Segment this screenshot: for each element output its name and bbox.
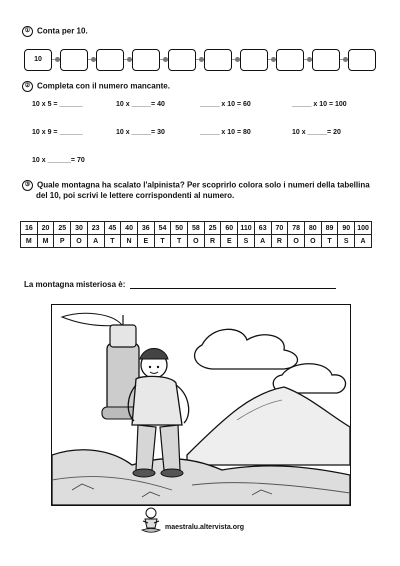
exercise-item[interactable]: 10 x ______= 70	[32, 157, 85, 164]
letter-cell: P	[54, 235, 71, 248]
chain-box-5[interactable]	[168, 49, 196, 71]
number-cell[interactable]: 45	[104, 222, 121, 235]
number-cell[interactable]: 25	[54, 222, 71, 235]
q2-title: Completa con il numero mancante.	[37, 81, 170, 91]
number-cell[interactable]: 70	[271, 222, 288, 235]
exercise-item[interactable]: 10 x 5 = ______	[32, 101, 83, 108]
letter-cell: N	[121, 235, 138, 248]
chain-box-9[interactable]	[312, 49, 340, 71]
letter-cell: O	[71, 235, 88, 248]
chain-box-6[interactable]	[204, 49, 232, 71]
chain-box-1: 10	[24, 49, 52, 71]
chain-box-2[interactable]	[60, 49, 88, 71]
chain-box-8[interactable]	[276, 49, 304, 71]
number-cell[interactable]: 23	[87, 222, 104, 235]
mountaineer-drawing	[52, 305, 350, 505]
q2-heading	[22, 81, 170, 92]
q1-number-badge: ①	[22, 26, 33, 37]
hiker-body-icon	[132, 376, 182, 425]
number-cell[interactable]: 20	[37, 222, 54, 235]
q1-heading	[22, 26, 88, 37]
letter-cell: S	[338, 235, 355, 248]
q3-title-line1: Quale montagna ha scalato l'alpinista? Per scoprirlo colora solo i numeri della tabellina	[37, 180, 370, 190]
number-cell[interactable]: 30	[71, 222, 88, 235]
exercise-item[interactable]: _____ x 10 = 60	[200, 101, 251, 108]
chain-box-7[interactable]	[240, 49, 268, 71]
exercise-item[interactable]: 10 x 9 = ______	[32, 129, 83, 136]
letter-cell: T	[171, 235, 188, 248]
letter-cell: A	[254, 235, 271, 248]
exercise-item[interactable]: 10 x _____= 40	[116, 101, 165, 108]
number-cell[interactable]: 78	[288, 222, 305, 235]
letter-cell: E	[221, 235, 238, 248]
letter-cell: M	[37, 235, 54, 248]
mascot-logo-icon	[140, 506, 162, 534]
letter-cell: O	[304, 235, 321, 248]
numbers-row	[21, 222, 372, 235]
cloud-icon	[195, 329, 298, 369]
number-cell[interactable]: 40	[121, 222, 138, 235]
counting-chain	[24, 49, 376, 71]
number-cell[interactable]: 54	[154, 222, 171, 235]
answer-label: La montagna misteriosa è:	[24, 280, 126, 289]
letter-cell: T	[321, 235, 338, 248]
number-cell[interactable]: 80	[304, 222, 321, 235]
number-cell[interactable]: 60	[221, 222, 238, 235]
number-cell[interactable]: 16	[21, 222, 38, 235]
chain-box-3[interactable]	[96, 49, 124, 71]
number-cell[interactable]: 90	[338, 222, 355, 235]
number-cell[interactable]: 50	[171, 222, 188, 235]
letter-cell: R	[271, 235, 288, 248]
cloud-icon	[62, 313, 122, 325]
number-cell[interactable]: 58	[188, 222, 205, 235]
number-cell[interactable]: 36	[137, 222, 154, 235]
exercise-item[interactable]: 10 x _____= 30	[116, 129, 165, 136]
q3-title-line2: del 10, poi scrivi le lettere corrispondenti al numero.	[36, 191, 235, 200]
number-cell[interactable]: 89	[321, 222, 338, 235]
chain-box-10[interactable]	[348, 49, 376, 71]
q1-title: Conta per 10.	[37, 26, 88, 36]
letter-cell: A	[87, 235, 104, 248]
letter-cell: M	[21, 235, 38, 248]
letter-cell: S	[238, 235, 255, 248]
number-cell[interactable]: 25	[204, 222, 221, 235]
q3-number-badge: ③	[22, 180, 33, 191]
q2-number-badge: ②	[22, 81, 33, 92]
exercise-item[interactable]: 10 x _____= 20	[292, 129, 341, 136]
chain-box-4[interactable]	[132, 49, 160, 71]
answer-line[interactable]	[130, 288, 336, 289]
multiples-table	[20, 221, 372, 248]
letter-cell: O	[288, 235, 305, 248]
letter-cell: R	[204, 235, 221, 248]
letter-cell: E	[137, 235, 154, 248]
q3-heading	[22, 180, 370, 191]
letter-cell: T	[154, 235, 171, 248]
exercise-item[interactable]: _____ x 10 = 80	[200, 129, 251, 136]
letters-row	[21, 235, 372, 248]
mountain-icon	[187, 387, 350, 465]
exercise-item[interactable]: _____ x 10 = 100	[292, 101, 347, 108]
number-cell[interactable]: 63	[254, 222, 271, 235]
mountaineer-illustration	[51, 304, 351, 506]
letter-cell: A	[355, 235, 372, 248]
number-cell[interactable]: 110	[238, 222, 255, 235]
footer-site-link[interactable]: maestralu.altervista.org	[165, 524, 244, 531]
number-cell[interactable]: 100	[355, 222, 372, 235]
letter-cell: O	[188, 235, 205, 248]
letter-cell: T	[104, 235, 121, 248]
